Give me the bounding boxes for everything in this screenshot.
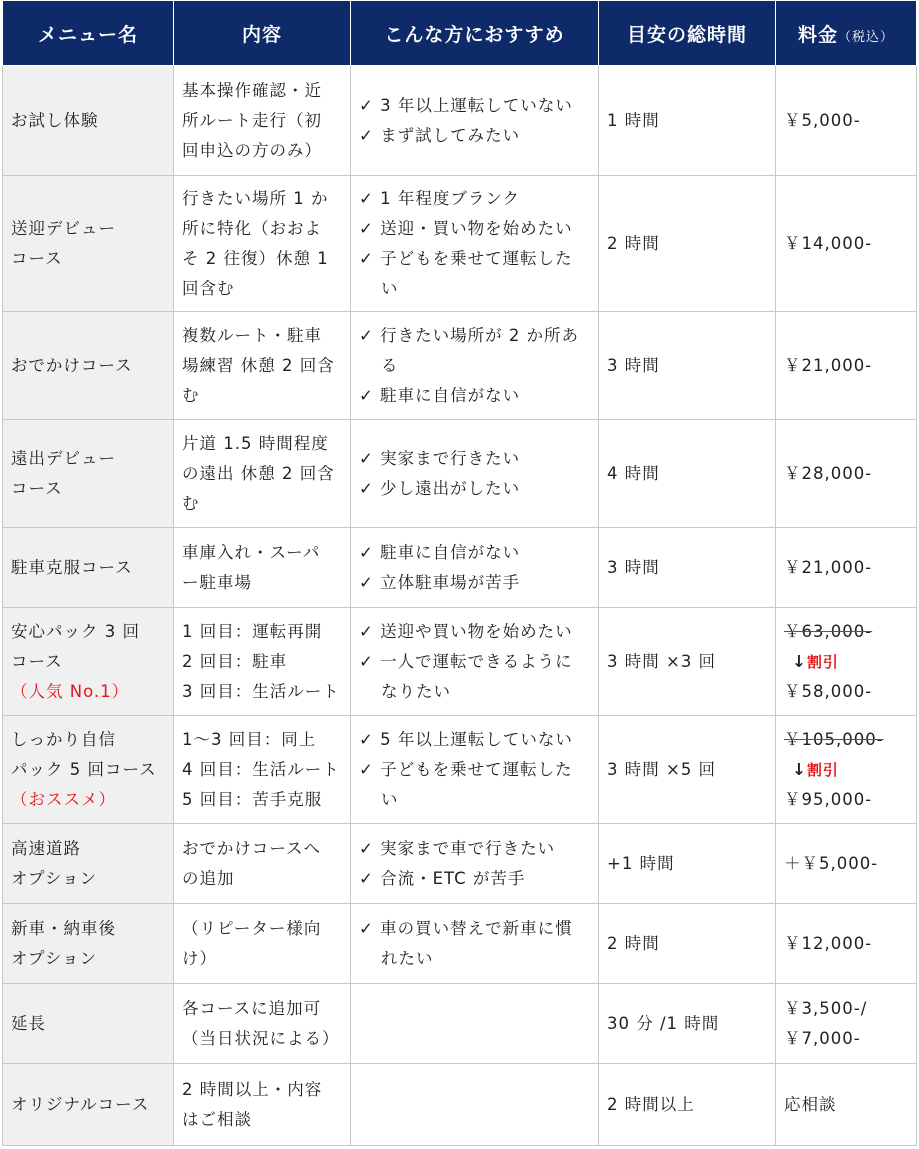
table-header-row	[3, 1, 917, 66]
total-time-cell: 2 時間	[599, 176, 776, 312]
price-cell	[776, 312, 917, 420]
content-line: 5 回目：苦手克服	[182, 789, 323, 809]
price-cell	[776, 904, 917, 984]
recommend-line: ✓ 送迎や買い物を始めたい	[359, 621, 573, 641]
recommend-line: ✓ 駐車に自信がない	[359, 542, 521, 562]
course-name-cell	[3, 420, 174, 528]
course-name-cell	[3, 984, 174, 1064]
course-content-cell	[174, 904, 351, 984]
course-name-cell	[3, 716, 174, 824]
recommend-line: ✓ 行きたい場所が 2 か所あ	[359, 325, 580, 345]
price-cell	[776, 984, 917, 1064]
course-name-cell	[3, 904, 174, 984]
course-name-line: コース	[11, 651, 63, 671]
course-name-line: 駐車克服コース	[11, 557, 133, 577]
content-line: 基本操作確認・近	[182, 80, 322, 100]
recommend-line: い	[381, 278, 399, 298]
course-name-line: 遠出デビュー	[11, 448, 116, 468]
course-name-line: コース	[11, 248, 63, 268]
course-badge: （人気 No.1）	[11, 681, 130, 701]
course-name-cell	[3, 66, 174, 176]
content-line: 1 回目：運転再開	[182, 621, 323, 641]
total-time-cell: 3 時間	[599, 312, 776, 420]
recommend-line: い	[381, 789, 399, 809]
content-line: 4 回目：生活ルート	[182, 759, 340, 779]
recommend-line: ✓ 一人で運転できるように	[359, 651, 573, 671]
recommend-cell	[351, 66, 599, 176]
course-name-line: コース	[11, 478, 63, 498]
total-time-cell: 3 時間	[599, 528, 776, 608]
course-name-cell	[3, 1064, 174, 1146]
course-content-cell	[174, 420, 351, 528]
total-time-cell: 4 時間	[599, 420, 776, 528]
table-row	[3, 716, 917, 824]
content-line: む	[182, 493, 200, 513]
recommend-cell	[351, 312, 599, 420]
recommend-line: ✓ 子どもを乗せて運転した	[359, 248, 573, 268]
course-content-cell	[174, 1064, 351, 1146]
discount-line	[784, 647, 908, 677]
course-name-line: オプション	[11, 948, 98, 968]
price-value: ￥3,500-/	[784, 998, 868, 1018]
course-badge: （おススメ）	[11, 789, 116, 809]
content-line: の追加	[182, 868, 235, 888]
course-content-cell	[174, 312, 351, 420]
total-time-cell: 2 時間以上	[599, 1064, 776, 1146]
content-line: 車庫入れ・スーパ	[182, 542, 321, 562]
course-name-line: オリジナルコース	[11, 1094, 150, 1114]
table-row	[3, 176, 917, 312]
price-value: 応相談	[784, 1094, 837, 1114]
price-cell	[776, 608, 917, 716]
content-line: 回含む	[182, 278, 235, 298]
table-row	[3, 66, 917, 176]
content-line: 2 時間以上・内容	[182, 1079, 323, 1099]
course-name-line: お試し体験	[11, 110, 99, 130]
content-line: おでかけコースへ	[182, 838, 322, 858]
price-value: ￥95,000-	[784, 789, 873, 809]
recommend-line: ✓ 3 年以上運転していない	[359, 95, 573, 115]
course-name-cell	[3, 608, 174, 716]
recommend-line: ✓ 子どもを乗せて運転した	[359, 759, 573, 779]
header-total-time: 目安の総時間	[599, 1, 776, 66]
content-line: 3 回目：生活ルート	[182, 681, 340, 701]
table-row	[3, 824, 917, 904]
content-line: 回申込の方のみ）	[182, 140, 322, 160]
content-line: 2 回目：駐車	[182, 651, 288, 671]
content-line: （リピーター様向け）	[182, 918, 322, 968]
recommend-line: ✓ まず試してみたい	[359, 125, 521, 145]
content-line: 場練習 休憩 2 回含	[182, 355, 335, 375]
total-time-cell: 2 時間	[599, 904, 776, 984]
original-price: ￥63,000-	[784, 621, 873, 641]
course-name-line: パック 5 回コース	[11, 759, 157, 779]
course-content-cell	[174, 824, 351, 904]
recommend-line: ✓ 車の買い替えで新車に慣	[359, 918, 573, 938]
discount-label: 割引	[806, 760, 839, 779]
header-price-label: 料金	[797, 23, 838, 46]
content-line: 行きたい場所 1 か	[182, 188, 329, 208]
recommend-line: ✓ 合流・ETC が苦手	[359, 868, 526, 888]
course-name-cell	[3, 176, 174, 312]
content-line: 所ルート走行（初	[182, 110, 322, 130]
recommend-line: ✓ 実家まで行きたい	[359, 448, 521, 468]
recommend-line: ✓ 送迎・買い物を始めたい	[359, 218, 573, 238]
total-time-cell: 30 分 /1 時間	[599, 984, 776, 1064]
course-content-cell	[174, 66, 351, 176]
total-time-cell: +1 時間	[599, 824, 776, 904]
content-line: ー駐車場	[182, 572, 252, 592]
price-cell	[776, 528, 917, 608]
content-line: そ 2 往復）休憩 1	[182, 248, 329, 268]
price-value: ￥12,000-	[784, 933, 873, 953]
course-content-cell	[174, 176, 351, 312]
recommend-line: ✓ 少し遠出がしたい	[359, 478, 521, 498]
content-line: 所に特化（おおよ	[182, 218, 322, 238]
price-value-alt: ￥7,000-	[784, 1028, 861, 1048]
price-cell	[776, 1064, 917, 1146]
course-name-line: 新車・納車後	[11, 918, 116, 938]
content-line: 複数ルート・駐車	[182, 325, 322, 345]
recommend-cell	[351, 1064, 599, 1146]
recommend-cell	[351, 984, 599, 1064]
price-cell	[776, 420, 917, 528]
course-name-cell	[3, 312, 174, 420]
recommend-cell	[351, 824, 599, 904]
header-menu-name: メニュー名	[3, 1, 174, 66]
recommend-cell	[351, 716, 599, 824]
original-price: ￥105,000-	[784, 729, 884, 749]
total-time-cell: 3 時間 ×5 回	[599, 716, 776, 824]
recommend-cell	[351, 420, 599, 528]
table-row	[3, 1064, 917, 1146]
course-content-cell	[174, 608, 351, 716]
recommend-line: ✓ 実家まで車で行きたい	[359, 838, 556, 858]
price-value: ￥14,000-	[784, 233, 873, 253]
content-line: 片道 1.5 時間程度	[182, 433, 329, 453]
content-line: 各コースに追加可	[182, 998, 322, 1018]
course-name-line: オプション	[11, 868, 98, 888]
recommend-line: ✓ 駐車に自信がない	[359, 385, 521, 405]
course-menu-table	[2, 0, 917, 1146]
recommend-line: なりたい	[381, 681, 451, 701]
recommend-cell	[351, 528, 599, 608]
total-time-cell: 1 時間	[599, 66, 776, 176]
recommend-cell	[351, 904, 599, 984]
price-cell	[776, 176, 917, 312]
down-arrow-icon: ↓	[792, 651, 807, 671]
header-recommend: こんな方におすすめ	[351, 1, 599, 66]
recommend-cell	[351, 176, 599, 312]
price-value: ￥58,000-	[784, 681, 873, 701]
price-cell	[776, 66, 917, 176]
table-row	[3, 904, 917, 984]
price-value: ￥21,000-	[784, 557, 873, 577]
discount-label: 割引	[806, 652, 839, 671]
price-value: ＋￥5,000-	[784, 853, 879, 873]
header-content: 内容	[174, 1, 351, 66]
course-name-cell	[3, 528, 174, 608]
content-line: の遠出 休憩 2 回含	[182, 463, 335, 483]
table-row	[3, 984, 917, 1064]
course-content-cell	[174, 716, 351, 824]
price-cell	[776, 824, 917, 904]
course-name-line: 安心パック 3 回	[11, 621, 140, 641]
recommend-line: る	[381, 355, 399, 375]
price-cell	[776, 716, 917, 824]
content-line: 1〜3 回目：同上	[182, 729, 317, 749]
table-row	[3, 528, 917, 608]
down-arrow-icon: ↓	[792, 759, 807, 779]
content-line: （当日状況による）	[182, 1028, 340, 1048]
course-name-line: 延長	[11, 1013, 46, 1033]
table-row	[3, 608, 917, 716]
content-line: はご相談	[182, 1109, 252, 1129]
recommend-line: ✓ 1 年程度ブランク	[359, 188, 520, 208]
recommend-line: れたい	[381, 948, 434, 968]
price-value: ￥5,000-	[784, 110, 861, 130]
course-name-line: しっかり自信	[11, 729, 116, 749]
course-name-line: おでかけコース	[11, 355, 133, 375]
price-value: ￥28,000-	[784, 463, 873, 483]
table-row	[3, 420, 917, 528]
recommend-cell	[351, 608, 599, 716]
recommend-line: ✓ 立体駐車場が苦手	[359, 572, 521, 592]
price-value: ￥21,000-	[784, 355, 873, 375]
course-content-cell	[174, 528, 351, 608]
total-time-cell: 3 時間 ×3 回	[599, 608, 776, 716]
content-line: む	[182, 385, 200, 405]
discount-line	[784, 755, 908, 785]
course-name-cell	[3, 824, 174, 904]
header-price	[776, 1, 917, 66]
course-content-cell	[174, 984, 351, 1064]
course-name-line: 送迎デビュー	[11, 218, 116, 238]
header-tax-note: （税込）	[838, 29, 895, 45]
course-name-line: 高速道路	[11, 838, 81, 858]
table-row	[3, 312, 917, 420]
recommend-line: ✓ 5 年以上運転していない	[359, 729, 573, 749]
